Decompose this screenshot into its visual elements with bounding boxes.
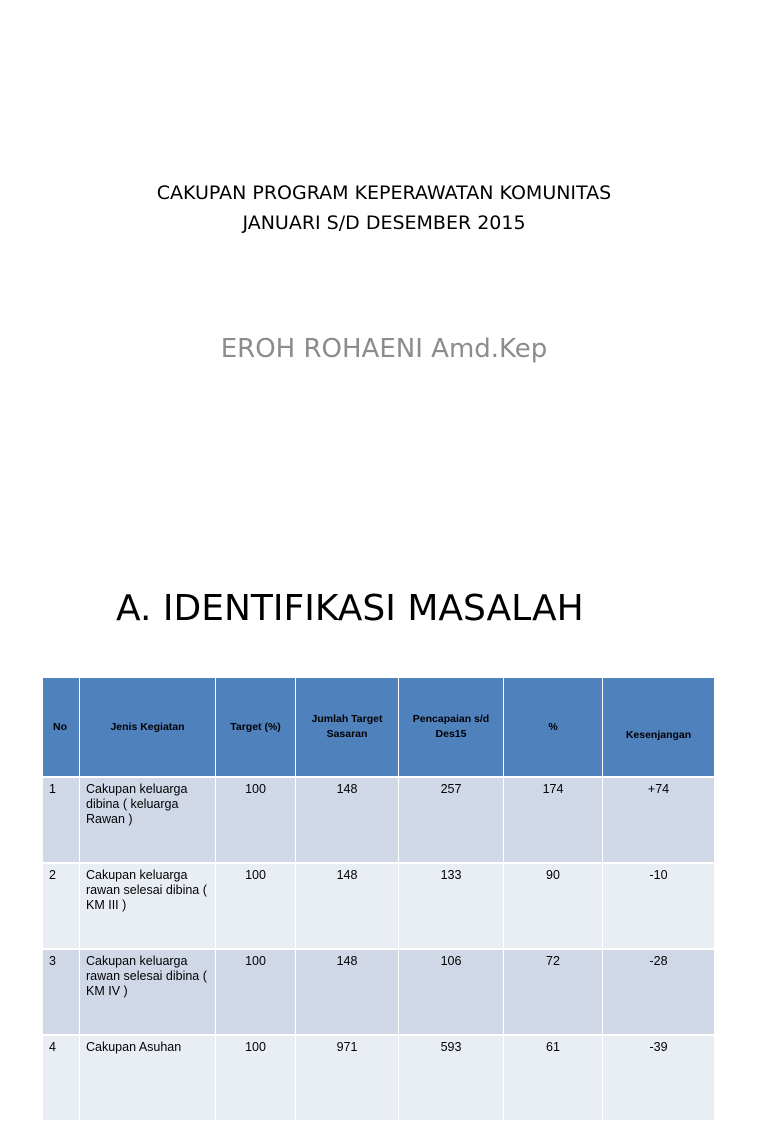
cell-jumlah: 148 xyxy=(296,863,399,949)
slide-title-line-2: JANUARI S/D DESEMBER 2015 xyxy=(242,212,526,234)
cell-jumlah: 148 xyxy=(296,777,399,863)
cell-target: 100 xyxy=(216,949,296,1035)
cell-jumlah: 148 xyxy=(296,949,399,1035)
cell-no: 2 xyxy=(43,863,80,949)
cell-jenis-kegiatan: Cakupan Asuhan xyxy=(80,1035,216,1121)
cell-target: 100 xyxy=(216,1035,296,1121)
cell-jenis-kegiatan: Cakupan keluarga dibina ( keluarga Rawan ) xyxy=(80,777,216,863)
table-row xyxy=(43,863,715,949)
cell-pencapaian: 257 xyxy=(399,777,504,863)
slide-title xyxy=(0,178,768,238)
cell-kesenjangan: -39 xyxy=(603,1035,715,1121)
cell-target: 100 xyxy=(216,863,296,949)
cell-no: 4 xyxy=(43,1035,80,1121)
slide-title-line-1: CAKUPAN PROGRAM KEPERAWATAN KOMUNITAS xyxy=(156,182,612,204)
cell-jenis-kegiatan: Cakupan keluarga rawan selesai dibina ( KM IV ) xyxy=(80,949,216,1035)
header-no: No xyxy=(43,678,80,778)
cell-target: 100 xyxy=(216,777,296,863)
cell-jenis-kegiatan: Cakupan keluarga rawan selesai dibina ( KM III ) xyxy=(80,863,216,949)
header-jenis-kegiatan: Jenis Kegiatan xyxy=(80,678,216,778)
header-pencapaian: Pencapaian s/d Des15 xyxy=(399,678,504,778)
cell-persen: 90 xyxy=(504,863,603,949)
section-heading: A. IDENTIFIKASI MASALAH xyxy=(116,588,584,629)
header-persen: % xyxy=(504,678,603,778)
header-target: Target (%) xyxy=(216,678,296,778)
cell-jumlah: 971 xyxy=(296,1035,399,1121)
cell-persen: 174 xyxy=(504,777,603,863)
cell-persen: 72 xyxy=(504,949,603,1035)
table-row xyxy=(43,1035,715,1121)
cell-pencapaian: 133 xyxy=(399,863,504,949)
table-header-row xyxy=(43,678,715,778)
cell-kesenjangan: -10 xyxy=(603,863,715,949)
table-row xyxy=(43,949,715,1035)
cell-kesenjangan: +74 xyxy=(603,777,715,863)
program-coverage-table xyxy=(42,677,715,1121)
author-subtitle: EROH ROHAENI Amd.Kep xyxy=(220,334,548,364)
cell-pencapaian: 593 xyxy=(399,1035,504,1121)
cell-no: 1 xyxy=(43,777,80,863)
cell-kesenjangan: -28 xyxy=(603,949,715,1035)
header-kesenjangan: Kesenjangan xyxy=(603,678,715,778)
cell-pencapaian: 106 xyxy=(399,949,504,1035)
table-row xyxy=(43,777,715,863)
header-jumlah-target-sasaran: Jumlah Target Sasaran xyxy=(296,678,399,778)
cell-no: 3 xyxy=(43,949,80,1035)
cell-persen: 61 xyxy=(504,1035,603,1121)
